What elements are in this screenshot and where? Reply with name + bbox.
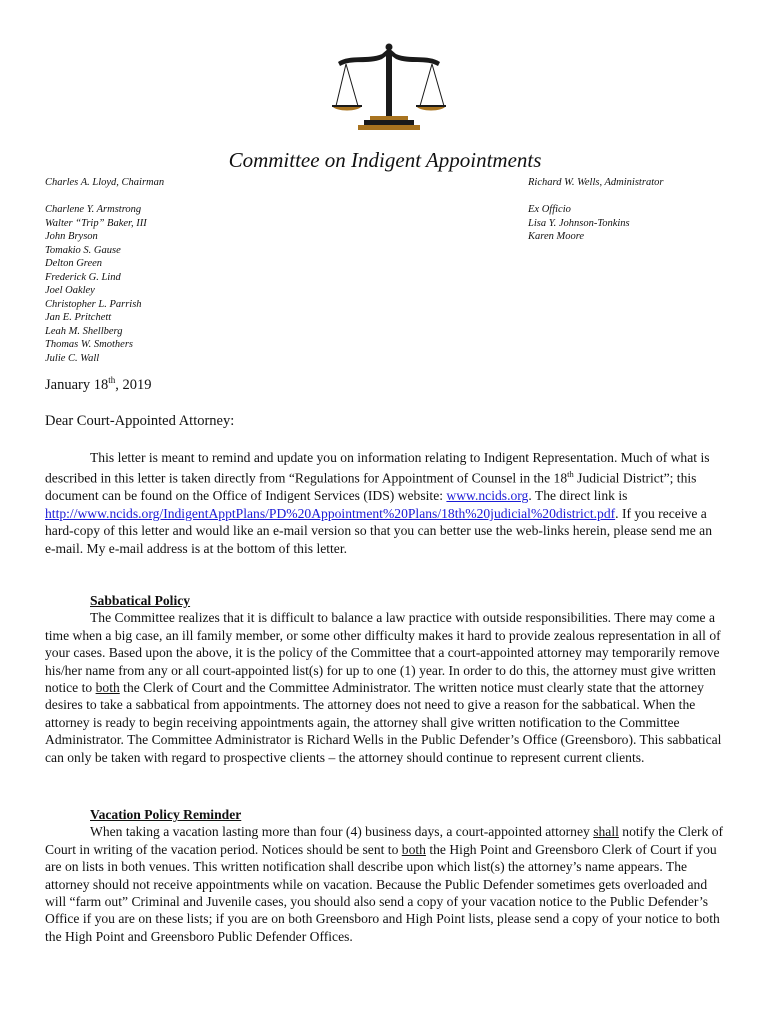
salutation: Dear Court-Appointed Attorney: (45, 413, 235, 429)
ex-officio-member: Lisa Y. Johnson-Tonkins (528, 217, 630, 229)
intro-paragraph: This letter is meant to remind and update you on information relating to Indigent Representation. Much of what is described in this letter is taken directly from “Regulations for Appointment of Counsel in the 18th Judicial District”; this document can be found on the Office of Indigent Services (IDS) website: www.ncids.org. The direct link is http://www.ncids.org/IndigentApptPlans/PD%20Appointment%20Plans/18th%20judicial%20district.pdf. If you receive a hard-copy of this letter and would like an e-mail version so that you can better use the web-links herein, please send me an e-mail. My e-mail address is at the bottom of this letter. (45, 450, 713, 556)
vacation-section: Vacation Policy Reminder When taking a vacation lasting more than four (4) business days, a court-appointed attorney shall notify the Clerk of Court in writing of the vacation period. Notices should be sent to both the High Point and Greensboro Clerk of Court if you are on lists in both venues. This written notification shall describe upon which list(s) the attorney’s name appears. The attorney should not receive appointments while on vacation. Because the Public Defender sometimes gets overloaded and will “farm out” Criminal and Juvenile cases, you should also send a copy of your vacation notice to the Public Defender’s Office if you are on these lists; if you are on both Greensboro and High Point lists, please send a copy of your notice to both the High Point and Greensboro Public Defender Offices. (45, 807, 724, 944)
member-name: Joel Oakley (45, 285, 95, 296)
member-name: Julie C. Wall (45, 352, 100, 364)
scales-of-justice-logo (330, 40, 448, 136)
member-name: Jan E. Pritchett (45, 312, 112, 323)
chairman-name: Charles A. Lloyd, Chairman (45, 177, 165, 188)
ex-officio-list (528, 203, 630, 244)
committee-title: Committee on Indigent Appointments (228, 148, 542, 172)
member-name: Christopher L. Parrish (45, 298, 142, 310)
ncids-website-link[interactable]: www.ncids.org (446, 488, 529, 504)
vacation-heading: Vacation Policy Reminder (90, 807, 242, 822)
ex-officio-heading: Ex Officio (528, 204, 571, 215)
member-name: Walter “Trip” Baker, III (45, 217, 147, 229)
member-name: Leah M. Shellberg (45, 325, 123, 337)
member-name: John Bryson (45, 231, 98, 242)
member-name: Charlene Y. Armstrong (45, 204, 142, 215)
ex-officio-member: Karen Moore (528, 231, 585, 242)
sabbatical-section: Sabbatical Policy The Committee realizes that it is difficult to balance a law practice with outside responsibilities. There may come a time when a big case, an ill family member, or some other difficulty makes it hard to provide zealous representation in all of your cases. Based upon the above, it is the policy of the Committee that a court-appointed attorney may temporarily remove his/her name from any or all court-appointed list(s) for up to one (1) year. In order to do this, the attorney must give written notice to both the Clerk of Court and the Committee Administrator. The written notice must clearly state that the attorney desires to take a sabbatical from appointments. The attorney does not need to give a reason for the sabbatical. When the attorney is ready to begin receiving appointments again, the attorney shall give written notification to the Committee Administrator. The Committee Administrator is Richard Wells in the Public Defender’s Office (Greensboro). This sabbatical can only be taken with regard to prospective clients – the attorney should continue to represent current clients. (45, 592, 725, 766)
committee-members-list (45, 203, 147, 365)
appointment-plan-link[interactable]: http://www.ncids.org/IndigentApptPlans/PD%20Appointment%20Plans/18th%20judicial%20district.pdf (45, 505, 616, 521)
sabbatical-heading: Sabbatical Policy (90, 593, 191, 608)
member-name: Tomakio S. Gause (45, 244, 121, 256)
letter-date: January 18th, 2019 (45, 375, 152, 393)
member-name: Delton Green (45, 258, 103, 269)
member-name: Thomas W. Smothers (45, 339, 133, 350)
member-name: Frederick G. Lind (45, 271, 121, 283)
administrator-name: Richard W. Wells, Administrator (528, 177, 664, 188)
